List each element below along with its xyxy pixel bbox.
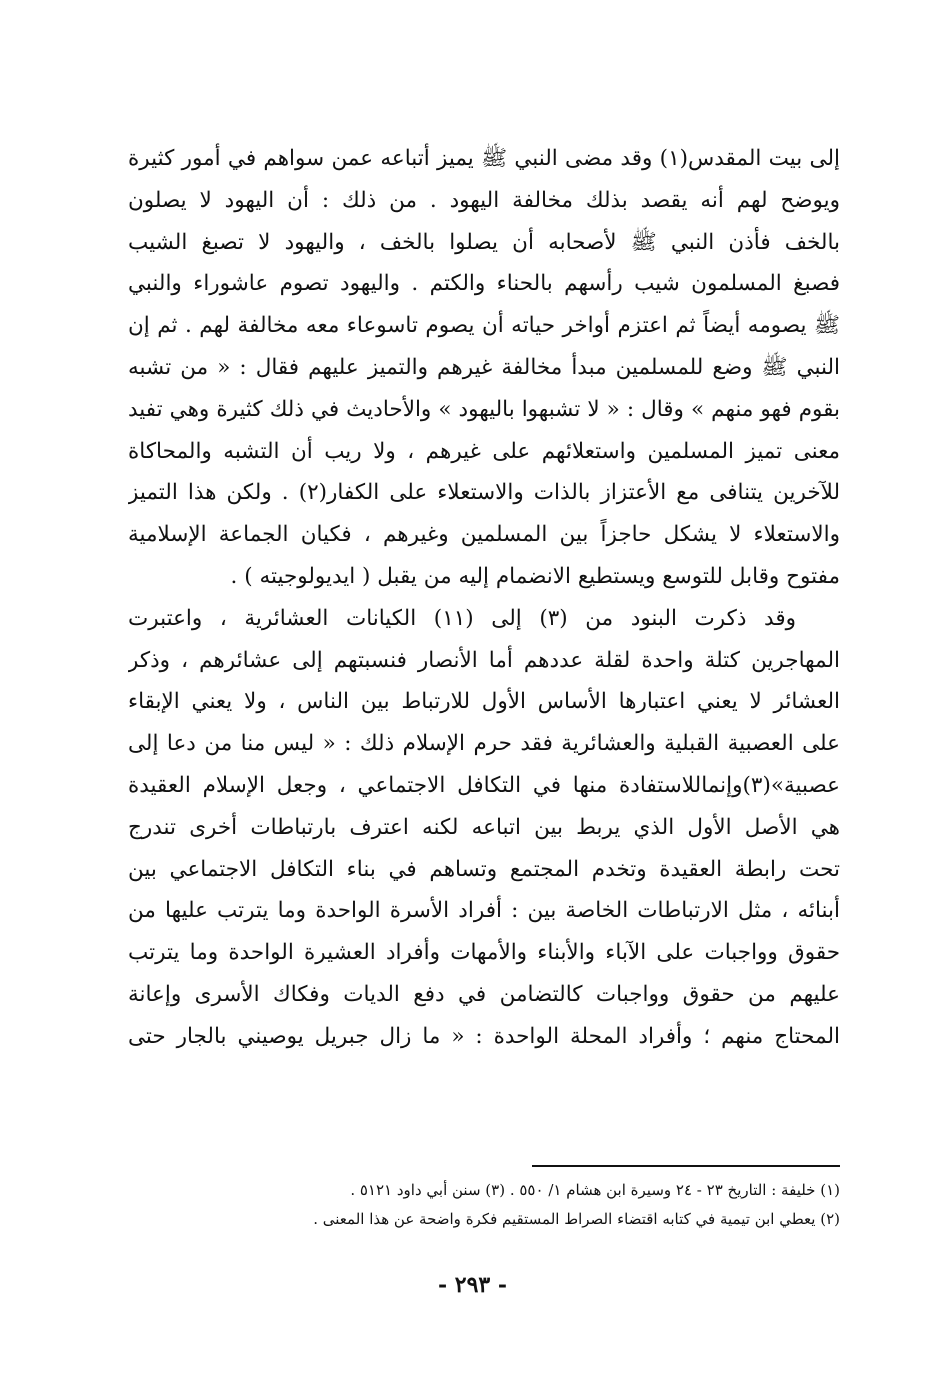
body-line: فصبغ المسلمون شيب رأسهم بالحناء والكتم . واليهود تصوم عاشوراء والنبي	[128, 271, 840, 297]
body-line: أبنائه ، مثل الارتباطات الخاصة بين : أفراد الأسرة الواحدة وما يترتب عليها من	[128, 898, 840, 924]
body-line: بالخف فأذن النبي ﷺ لأصحابه أن يصلوا بالخف ، واليهود لا تصبغ الشيب	[128, 229, 840, 255]
body-line: بقوم فهو منهم » وقال : « لا تشبهوا باليهود » والأحاديث في ذلك كثيرة وهي تفيد	[128, 396, 840, 422]
footnote-separator	[532, 1165, 840, 1167]
body-line: على العصبية القبلية والعشائرية فقد حرم الإسلام ذلك : « ليس منا من دعا إلى	[128, 731, 840, 757]
body-line: للآخرين يتنافى مع الأعتزاز بالذات والاستعلاء على الكفار(٢) . ولكن هذا التميز	[128, 480, 840, 506]
body-line: المهاجرين كتلة واحدة لقلة عددهم أما الأنصار فنسبتهم إلى عشائرهم ، وذكر	[128, 647, 840, 673]
body-line: النبي ﷺ وضع للمسلمين مبدأ مخالفة غيرهم والتميز عليهم فقال : « من تشبه	[128, 354, 840, 380]
body-line: ﷺ يصومه أيضاً ثم اعتزم أواخر حياته أن يصوم تاسوعاء معه مخالفة لهم . ثم إن	[128, 313, 840, 339]
body-line: المحتاج منهم ؛ وأفراد المحلة الواحدة : « ما زال جبريل يوصيني بالجار حتى	[128, 1023, 840, 1049]
body-line: حقوق وواجبات على الآباء والأبناء والأمهات وأفراد العشيرة الواحدة وما يترتب	[128, 940, 840, 966]
body-line: إلى بيت المقدس(١) وقد مضى النبي ﷺ يميز أتباعه عمن سواهم في أمور كثيرة	[128, 146, 840, 171]
page-number: - ٢٩٣ -	[437, 1272, 508, 1298]
body-line: تحت رابطة العقيدة وتخدم المجتمع وتساهم في بناء التكافل الاجتماعي بين	[128, 856, 840, 882]
body-line: العشائر لا يعني اعتبارها الأساس الأول للارتباط بين الناس ، ولا يعني الإبقاء	[128, 689, 840, 715]
footnote: (٢) يعطي ابن تيمية في كتابه اقتضاء الصراط المستقيم فكرة واضحة عن هذا المعنى .	[313, 1210, 840, 1228]
paragraph-end-line: مفتوح وقابل للتوسع ويستطيع الانضمام إليه من يقبل ( ايديولوجيته ) .	[230, 563, 840, 589]
footnotes	[128, 1176, 840, 1234]
body-line: ويوضح لهم أنه يقصد بذلك مخالفة اليهود . من ذلك : أن اليهود لا يصلون	[128, 187, 840, 213]
body-text	[128, 138, 840, 1058]
body-line: عصبية»(٣)وإنماللاستفادة منها في التكافل الاجتماعي ، وجعل الإسلام العقيدة	[128, 772, 840, 798]
paragraph-start-line: وقد ذكرت البنود من (٣) إلى (١١) الكيانات العشائرية ، واعتبرت	[128, 605, 796, 631]
footnote: (١) خليفة : التاريخ ٢٣ - ٢٤ وسيرة ابن هشام ١/ ٥٥٠ . (٣) سنن أبي داود ٥١٢١ .	[350, 1181, 840, 1199]
body-line: والاستعلاء لا يشكل حاجزاً بين المسلمين وغيرهم ، فكيان الجماعة الإسلامية	[128, 522, 840, 548]
body-line: عليهم من حقوق وواجبات كالتضامن في دفع الديات وفكاك الأسرى وإعانة	[128, 981, 840, 1007]
body-line: معنى تميز المسلمين واستعلائهم على غيرهم ، ولا ريب أن التشبه والمحاكاة	[128, 438, 840, 464]
body-line: هي الأصل الأول الذي يربط بين اتباعه لكنه اعترف بارتباطات أخرى تندرج	[128, 814, 840, 840]
